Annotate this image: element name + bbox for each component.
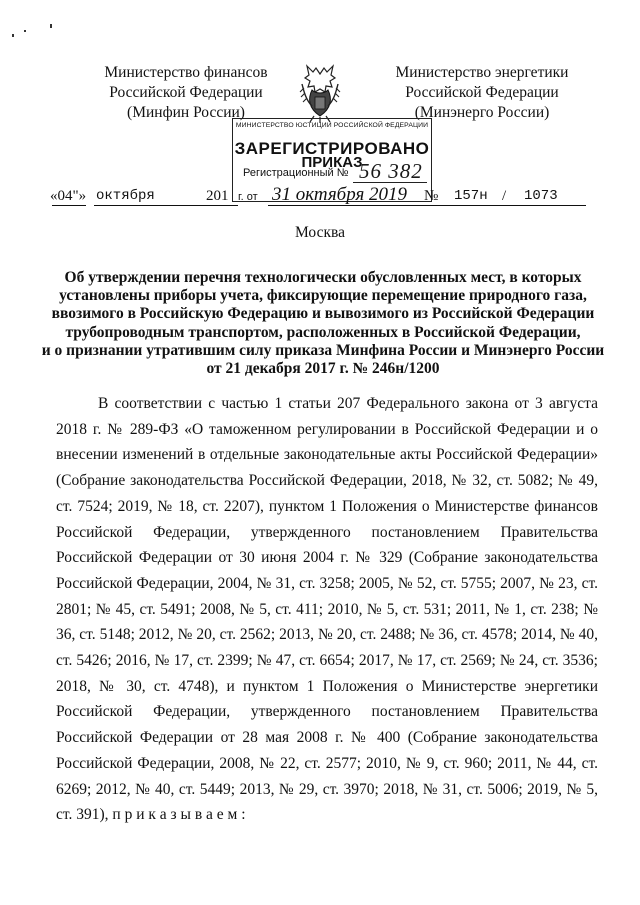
stamp-reg-number: 56 382 — [359, 159, 423, 183]
order-day-underline — [52, 205, 86, 206]
coat-of-arms-icon — [298, 62, 342, 124]
order-month-underline — [94, 205, 238, 206]
city: Москва — [295, 224, 345, 241]
order-number-underline — [422, 205, 586, 206]
scan-speck — [50, 24, 52, 28]
minenergo-line-2: Российской Федерации — [405, 84, 559, 101]
minenergo-line-3: (Минэнерго России) — [414, 104, 550, 121]
title-line: трубопроводным транспортом, расположенных в Российской Федерации, — [65, 323, 581, 341]
stamp-authority: МИНИСТЕРСТВО ЮСТИЦИИ РОССИЙСКОЙ ФЕДЕРАЦИИ — [235, 122, 429, 129]
scan-speck — [12, 34, 14, 37]
stamp-order-word: ПРИКАЗ — [301, 154, 363, 171]
order-number-separator: / — [502, 188, 507, 204]
preamble-paragraph — [56, 391, 598, 828]
stamp-reg-underline — [353, 182, 427, 183]
stamp-status: ЗАРЕГИСТРИРОВАНО — [234, 139, 430, 158]
decree-word: п р и к а з ы в а е м : — [108, 806, 246, 824]
title-line: Об утверждении перечня технологически обусловленных мест, в которых — [64, 269, 582, 286]
order-number-left: 157н — [454, 188, 488, 204]
order-title — [36, 269, 610, 378]
minfin-line-1: Министерство финансов — [104, 64, 268, 81]
minenergo-header — [382, 63, 582, 123]
minfin-line-3: (Минфин России) — [127, 104, 245, 121]
title-line: от 21 декабря 2017 г. № 246н/1200 — [206, 360, 440, 378]
order-number-label: № — [424, 188, 439, 204]
stamp-reg-label: Регистрационный № — [243, 167, 349, 179]
order-day: «04"» — [50, 188, 87, 204]
order-month: октября — [96, 188, 155, 204]
scan-speck — [24, 30, 26, 32]
stamp-date-underline — [268, 205, 424, 206]
minfin-header — [96, 63, 276, 123]
preamble-text: В соответствии с частью 1 статьи 207 Федерального закона от 3 августа 2018 г. № 289-ФЗ «О таможенном регулировании в Российской Федерации и о внесении изменений в отдельные законодательные акты Российской Федерации» (Собрание законодательства Российской Федерации, 2018, № 32, ст. 5082; № 49, ст. 7524; 2019, № 18, ст. 2207), пунктом 1 Положения о Министерстве финансов Российской Федерации, утвержденного постановлением Правительства Российской Федерации от 30 июня 2004 г. № 329 (Собрание законодательства Российской Федерации, 2004, № 31, ст. 3258; 2005, № 52, ст. 5755; 2007, № 23, ст. 2801; № 45, ст. 5491; 2008, № 5, ст. 411; 2010, № 5, ст. 531; 2011, № 1, ст. 238; № 36, ст. 5148; 2012, № 20, ст. 2562; 2013, № 20, ст. 2488; № 36, ст. 4578; 2014, № 40, ст. 5426; 2016, № 17, ст. 2399; № 47, ст. 6654; 2017, № 17, ст. 2569; № 24, ст. 3536; 2018, № 30, ст. 4748), и пунктом 1 Положения о Министерстве энергетики Российской Федерации, утвержденного постановлением Правительства Российской Федерации от 28 мая 2008 г. № 400 (Собрание законодательства Российской Федерации, 2008, № 22, ст. 2577; 2010, № 9, ст. 960; 2011, № 44, ст. 6269; 2012, № 40, ст. 5449; 2013, № 29, ст. 3970; 2018, № 31, ст. 5006; 2019, № 5, ст. 391), — [56, 395, 598, 824]
stamp-reg-date: 31 октября 2019 — [272, 184, 408, 205]
title-line: установлены приборы учета, фиксирующие перемещение природного газа, — [59, 287, 587, 305]
minfin-line-2: Российской Федерации — [109, 84, 263, 101]
stamp-from-label: г. от — [238, 191, 258, 203]
minenergo-line-1: Министерство энергетики — [395, 64, 569, 81]
order-year: 201 — [206, 188, 229, 204]
title-line: ввозимого в Российскую Федерацию и вывозимого из Российской Федерации — [51, 305, 595, 323]
order-number-right: 1073 — [524, 188, 558, 204]
title-line: и о признании утратившим силу приказа Минфина России и Минэнерго России — [41, 341, 605, 359]
order-date-line — [50, 184, 590, 210]
